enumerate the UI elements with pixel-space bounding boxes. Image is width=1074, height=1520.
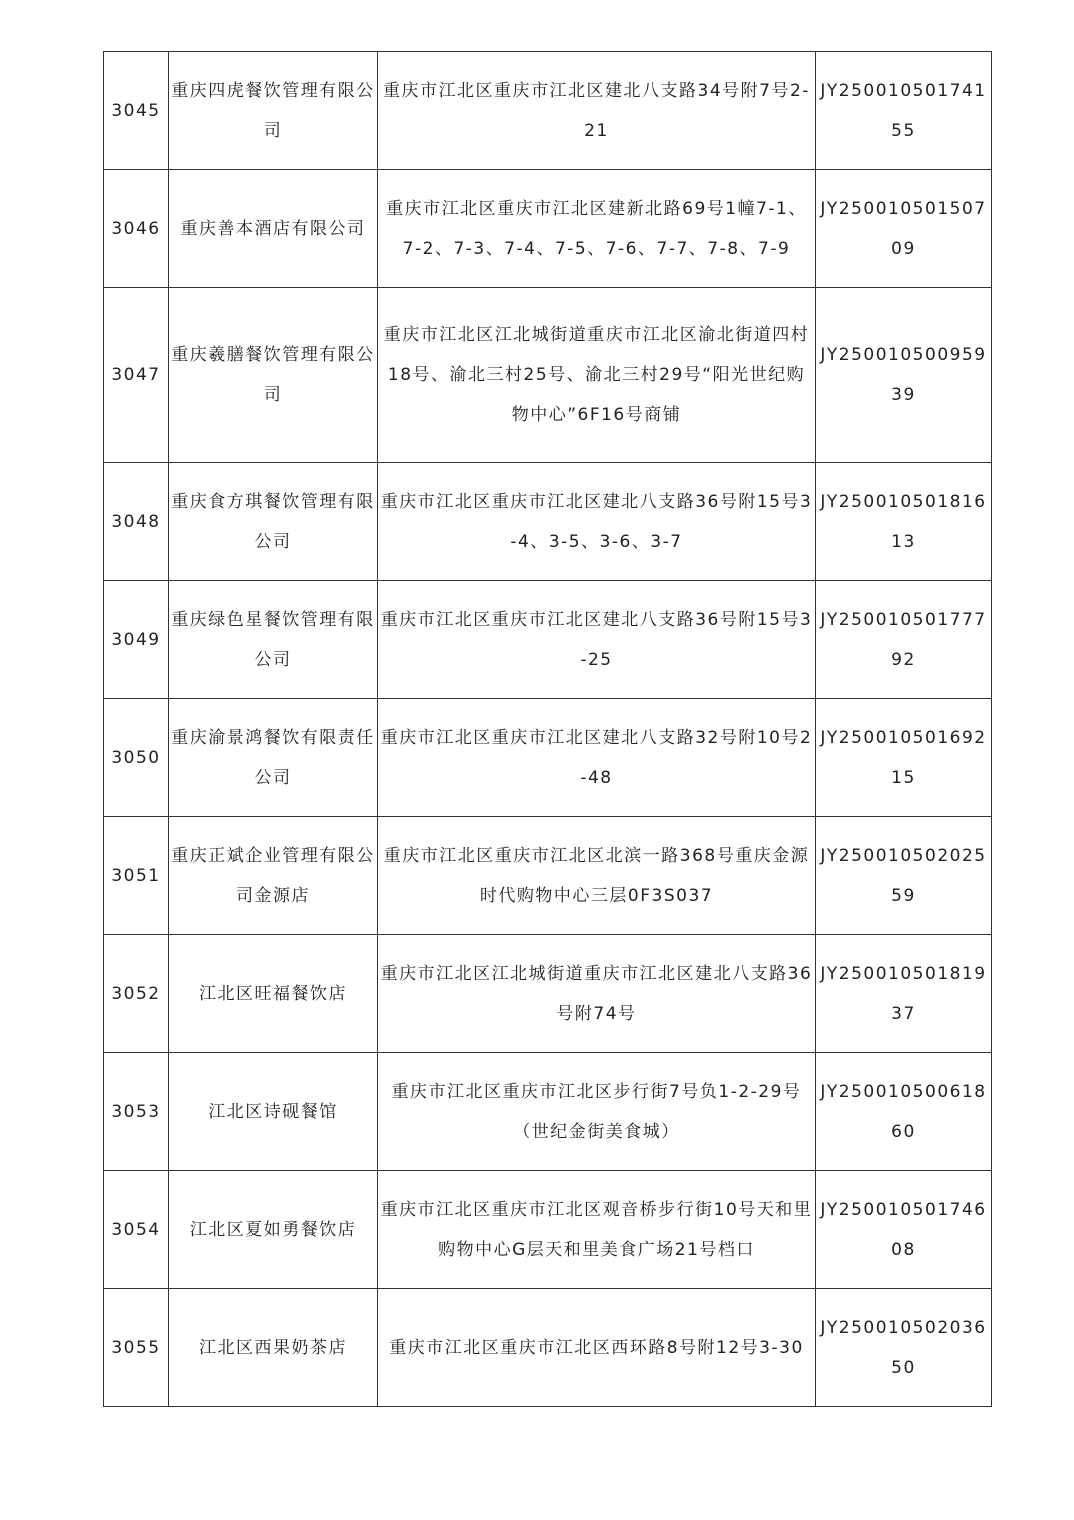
table-row	[104, 1053, 992, 1171]
table-row	[104, 817, 992, 935]
row-number: 3055	[104, 1289, 169, 1407]
company-name: 重庆绿色星餐饮管理有限公司	[169, 581, 378, 699]
table-row	[104, 170, 992, 288]
company-name: 重庆食方琪餐饮管理有限公司	[169, 463, 378, 581]
table-row	[104, 288, 992, 463]
license-number: JY25001050169215	[816, 699, 992, 817]
business-address: 重庆市江北区重庆市江北区北滨一路368号重庆金源时代购物中心三层0F3S037	[378, 817, 816, 935]
row-number: 3045	[104, 52, 169, 170]
business-address: 重庆市江北区江北城街道重庆市江北区渝北街道四村18号、渝北三村25号、渝北三村29号“阳光世纪购物中心”6F16号商铺	[378, 288, 816, 463]
license-number: JY25001050181937	[816, 935, 992, 1053]
row-number: 3049	[104, 581, 169, 699]
business-address: 重庆市江北区重庆市江北区建北八支路36号附15号3-4、3-5、3-6、3-7	[378, 463, 816, 581]
license-number: JY25001050095939	[816, 288, 992, 463]
business-address: 重庆市江北区重庆市江北区步行街7号负1-2-29号（世纪金街美食城）	[378, 1053, 816, 1171]
table-row	[104, 52, 992, 170]
table-row	[104, 581, 992, 699]
company-name: 江北区夏如勇餐饮店	[169, 1171, 378, 1289]
business-address: 重庆市江北区重庆市江北区建北八支路32号附10号2-48	[378, 699, 816, 817]
business-address: 重庆市江北区重庆市江北区建新北路69号1幢7-1、7-2、7-3、7-4、7-5、7-6、7-7、7-8、7-9	[378, 170, 816, 288]
business-address: 重庆市江北区重庆市江北区建北八支路34号附7号2-21	[378, 52, 816, 170]
company-name: 重庆正斌企业管理有限公司金源店	[169, 817, 378, 935]
company-name: 江北区旺福餐饮店	[169, 935, 378, 1053]
table-row	[104, 699, 992, 817]
license-number: JY25001050202559	[816, 817, 992, 935]
company-name: 江北区诗砚餐馆	[169, 1053, 378, 1171]
business-address: 重庆市江北区江北城街道重庆市江北区建北八支路36号附74号	[378, 935, 816, 1053]
license-number: JY25001050177792	[816, 581, 992, 699]
table-row	[104, 1289, 992, 1407]
row-number: 3054	[104, 1171, 169, 1289]
company-name: 重庆羲膳餐饮管理有限公司	[169, 288, 378, 463]
license-number: JY25001050150709	[816, 170, 992, 288]
table-row	[104, 935, 992, 1053]
table-row	[104, 1171, 992, 1289]
row-number: 3046	[104, 170, 169, 288]
table-row	[104, 463, 992, 581]
row-number: 3047	[104, 288, 169, 463]
license-number: JY25001050174155	[816, 52, 992, 170]
row-number: 3048	[104, 463, 169, 581]
license-number: JY25001050174608	[816, 1171, 992, 1289]
company-name: 江北区西果奶茶店	[169, 1289, 378, 1407]
company-name: 重庆四虎餐饮管理有限公司	[169, 52, 378, 170]
company-name: 重庆渝景鸿餐饮有限责任公司	[169, 699, 378, 817]
business-address: 重庆市江北区重庆市江北区建北八支路36号附15号3-25	[378, 581, 816, 699]
business-address: 重庆市江北区重庆市江北区西环路8号附12号3-30	[378, 1289, 816, 1407]
license-number: JY25001050061860	[816, 1053, 992, 1171]
license-table	[103, 51, 992, 1407]
row-number: 3051	[104, 817, 169, 935]
row-number: 3052	[104, 935, 169, 1053]
business-address: 重庆市江北区重庆市江北区观音桥步行街10号天和里购物中心G层天和里美食广场21号档口	[378, 1171, 816, 1289]
company-name: 重庆善本酒店有限公司	[169, 170, 378, 288]
license-number: JY25001050203650	[816, 1289, 992, 1407]
row-number: 3053	[104, 1053, 169, 1171]
license-number: JY25001050181613	[816, 463, 992, 581]
row-number: 3050	[104, 699, 169, 817]
